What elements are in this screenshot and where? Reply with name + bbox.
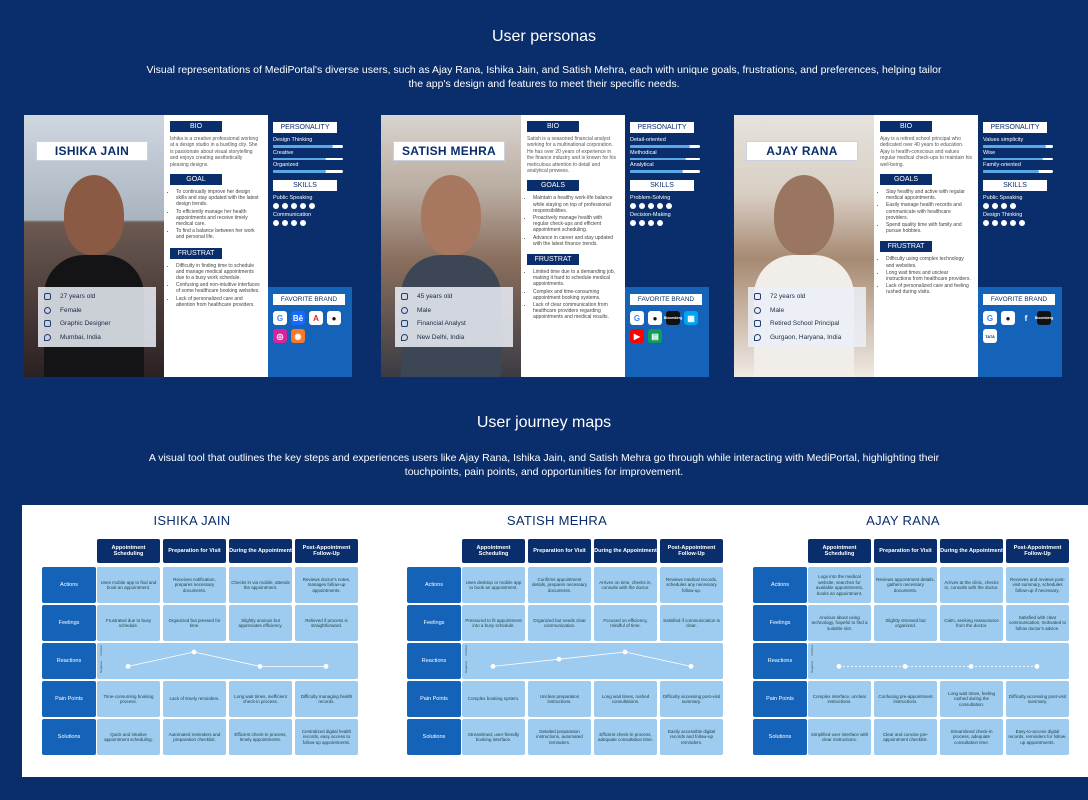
skills-label: SKILLS (630, 180, 694, 191)
favorite-brands (625, 287, 709, 377)
bio-label: BIO (527, 121, 579, 132)
journey-title: User journey maps (476, 414, 612, 431)
journey-stage: During the Appointment (229, 539, 292, 563)
personality-trait: Detail-oriented (630, 137, 666, 143)
frustrations-label: FRUSTRAT (880, 241, 932, 252)
skill-rating (273, 203, 347, 209)
skill-rating (273, 220, 347, 226)
journey-cell: Frustrated due to busy schedule. (97, 605, 160, 641)
bio-label: BIO (170, 121, 222, 132)
journey-cell: Long wait times, inefficient check-in process. (229, 681, 292, 717)
journey-row-label: Actions (407, 567, 461, 603)
reaction-axis-positive: Positive (810, 645, 814, 656)
journey-row-label: Feelings (407, 605, 461, 641)
frustration-item: • Long wait times and unclear instructions from healthcare providers. (886, 270, 972, 282)
reaction-line (808, 643, 1069, 679)
journey-cell: Reviews doctor's notes, manages follow-up appointments. (295, 567, 358, 603)
journey-cell: Detailed preparation instructions, automated reminders. (528, 719, 591, 755)
persona-age: 27 years old (60, 293, 96, 301)
journey-stage: Preparation for Visit (163, 539, 226, 563)
persona-gender: Female (60, 306, 82, 314)
frustration-item: • Confusing and non-intuitive interfaces of some healthcare booking websites. (176, 282, 262, 294)
journey-persona-name: SATISH MEHRA (506, 513, 608, 528)
location-icon (401, 334, 408, 341)
persona-bio: Ishika is a creative professional working at a design studio in a bustling city. She is passionate about visual storytelling and enjoys creating aesthetically pleasing designs. (170, 136, 259, 168)
skill-label: Design Thinking (983, 211, 1023, 218)
youtube-icon: ▶ (630, 329, 644, 343)
goal-item: • Proactively manage health with regular check-ups and efficient appointment scheduling. (533, 215, 619, 234)
journey-cell: Long wait times, feeling rushed during the consultation. (940, 681, 1003, 717)
location-icon (754, 334, 761, 341)
journey-cell: Checks in via mobile, attends the appointment. (229, 567, 292, 603)
goals-label: GOALS (527, 180, 579, 191)
goal-item: • To continually improve her design skills and stay updated with the latest design trends. (176, 189, 262, 208)
journey-cell: Organized but pressed for time. (163, 605, 226, 641)
favorite-brand-label: FAVORITE BRAND (630, 294, 702, 305)
journey-stage: Post-Appointment Follow-Up (1006, 539, 1069, 563)
goal-item: • Easily manage health records and communicate with healthcare providers. (886, 202, 972, 221)
bloomberg-icon: Bloomberg (1037, 311, 1051, 325)
journey-cell: Organized but needs clear communication. (528, 605, 591, 641)
skill-label: Problem-Solving (630, 194, 671, 201)
persona-info (38, 287, 156, 347)
persona-details (874, 115, 978, 377)
journey-stage: Preparation for Visit (528, 539, 591, 563)
persona-age: 72 years old (770, 293, 806, 301)
personality-label: PERSONALITY (273, 122, 337, 133)
journey-cell: Arrives at the clinic, checks in, consults with the doctor. (940, 567, 1003, 603)
apple-icon: ● (327, 311, 341, 325)
journey-cell: Efficient check-in process, adequate consultation time. (594, 719, 657, 755)
goal-item: • Maintain a healthy work-life balance while staying on top of professional responsibilities. (533, 195, 619, 214)
journey-cell: Arrives on time, checks in, consults with the doctor. (594, 567, 657, 603)
frustrations-list (880, 256, 972, 295)
journey-cell: Slightly stressed but organized. (874, 605, 937, 641)
age-icon (401, 293, 408, 300)
bloomberg-icon: Bloomberg (666, 311, 680, 325)
journey-row-label: Solutions (753, 719, 807, 755)
persona-gender: Male (417, 306, 432, 314)
journey-cell: Confusing pre-appointment instructions. (874, 681, 937, 717)
favorite-brands (978, 287, 1062, 377)
journey-cell: Receives notification, prepares necessary documents. (163, 567, 226, 603)
frustration-item: • Limited time due to a demanding job, making it hard to schedule medical appointments. (533, 269, 619, 288)
journey-row-label: Pain Points (407, 681, 461, 717)
journey-cell: Lack of timely reminders. (163, 681, 226, 717)
personality-bar (630, 145, 700, 148)
journey-stage: Appointment Scheduling (97, 539, 160, 563)
frustrations-list (170, 263, 262, 308)
skill-label: Public Speaking (983, 194, 1023, 201)
personality-label: PERSONALITY (630, 122, 694, 133)
journey-persona-name: ISHIKA JAIN (153, 513, 231, 528)
favorite-brand-label: FAVORITE BRAND (273, 294, 345, 305)
persona-job: Graphic Designer (60, 320, 111, 328)
reaction-axis-positive: Positive (99, 645, 103, 656)
adobe-icon: A (309, 311, 323, 325)
goals-list (170, 189, 262, 241)
persona-bio: Satish is a seasoned financial analyst working for a multinational corporation. He has over 20 years of experience in the finance industry and is known for his meticulous attention to detail and analytical prowess. (527, 136, 616, 175)
persona-card (24, 115, 352, 377)
reaction-point (324, 664, 329, 669)
goals-list (880, 189, 972, 234)
job-icon (401, 320, 408, 327)
journey-cell: Reviews appointment details, gathers necessary documents. (874, 567, 937, 603)
skill-label: Communication (273, 211, 312, 218)
skill-rating (630, 220, 704, 226)
gender-icon (754, 307, 761, 314)
journey-row-label: Solutions (407, 719, 461, 755)
journey-row-label: Actions (753, 567, 807, 603)
reaction-axis-positive: Positive (464, 645, 468, 656)
personality-label: PERSONALITY (983, 122, 1047, 133)
journey-cell: Simplified user interface with clear instructions. (808, 719, 871, 755)
frustration-item: • Complex and time-consuming appointment booking systems. (533, 289, 619, 301)
reaction-point (1035, 664, 1040, 669)
persona-gender: Male (770, 306, 785, 314)
skills-label: SKILLS (273, 180, 337, 191)
location-icon (44, 334, 51, 341)
journey-row-label: Pain Points (42, 681, 96, 717)
reaction-chart (808, 643, 1069, 679)
journey-stage: Appointment Scheduling (462, 539, 525, 563)
journey-persona-name: AJAY RANA (866, 513, 940, 528)
journey-row-label: Solutions (42, 719, 96, 755)
journey-row-label: Pain Points (753, 681, 807, 717)
journey-cell: Complex booking system. (462, 681, 525, 717)
reaction-axis-negative: Negative (464, 661, 468, 673)
journey-map (387, 505, 727, 777)
journey-cell: Long wait times, rushed consultations. (594, 681, 657, 717)
skill-label: Decision-Making (630, 211, 671, 218)
journey-maps-panel (22, 505, 1088, 777)
reaction-point (837, 664, 842, 669)
skill-rating (983, 220, 1057, 226)
persona-info (395, 287, 513, 347)
frustrations-label: FRUSTRAT (527, 254, 579, 265)
blender-icon: ◉ (291, 329, 305, 343)
reaction-point (903, 664, 908, 669)
persona-name: ISHIKA JAIN (36, 141, 148, 161)
personality-trait: Organized (273, 162, 299, 168)
personality-bar (273, 170, 343, 173)
google-icon: G (983, 311, 997, 325)
gender-icon (44, 307, 51, 314)
skill-label: Public Speaking (273, 194, 313, 201)
journey-cell: Reviews medical records, schedules any necessary follow-up. (660, 567, 723, 603)
age-icon (754, 293, 761, 300)
journey-cell: Slightly anxious but appreciates efficiency. (229, 605, 292, 641)
persona-details (164, 115, 268, 377)
goals-list (527, 195, 619, 247)
journey-row-label: Reactions (753, 643, 807, 679)
personality-bar (273, 158, 343, 161)
reaction-axis-negative: Negative (810, 661, 814, 673)
journey-cell: Difficulty managing health records. (295, 681, 358, 717)
reaction-point (623, 650, 628, 655)
persona-job: Financial Analyst (417, 320, 466, 328)
reaction-chart (97, 643, 358, 679)
goals-label: GOAL (170, 174, 222, 185)
goal-item: • To efficiently manage her health appointments and receive timely medical care. (176, 209, 262, 228)
personality-trait: Values simplicity (983, 137, 1024, 143)
journey-cell: Efficient check-in process, timely appointments. (229, 719, 292, 755)
reaction-point (126, 664, 131, 669)
journey-cell: Pressured to fit appointment into a busy schedule. (462, 605, 525, 641)
tata-icon: TATA (983, 329, 997, 343)
reaction-point (557, 657, 562, 662)
reaction-line (97, 643, 358, 679)
personality-trait: Family-oriented (983, 162, 1021, 168)
journey-stage: Preparation for Visit (874, 539, 937, 563)
goal-item: • Advance in career and stay updated with the latest finance trends. (533, 235, 619, 247)
personality-trait: Creative (273, 149, 294, 156)
journey-map (733, 505, 1073, 777)
journey-cell: Clear and concise pre-appointment checklist. (874, 719, 937, 755)
journey-cell: Time-consuming booking process. (97, 681, 160, 717)
instagram-icon: ◎ (273, 329, 287, 343)
journey-cell: Confirms appointment details, prepares necessary documents. (528, 567, 591, 603)
favorite-brand-label: FAVORITE BRAND (983, 294, 1055, 305)
journey-row-label: Actions (42, 567, 96, 603)
persona-location: Mumbai, India (60, 333, 101, 341)
frustrations-label: FRUSTRAT (170, 248, 222, 259)
journey-stage: Post-Appointment Follow-Up (660, 539, 723, 563)
journey-cell: Calm, seeking reassurance from the doctor. (940, 605, 1003, 641)
reaction-path (493, 652, 691, 666)
reaction-axis-negative: Negative (99, 661, 103, 673)
journey-row-label: Feelings (42, 605, 96, 641)
journey-cell: Centralized digital health records, easy access to follow-up appointments. (295, 719, 358, 755)
personality-bar (983, 170, 1053, 173)
journey-cell: Relieved if process is straightforward. (295, 605, 358, 641)
journey-cell: Quick and intuitive appointment scheduling. (97, 719, 160, 755)
persona-name: AJAY RANA (746, 141, 858, 161)
journey-cell: Logs into the medical website, searches for available appointments, books an appointment. (808, 567, 871, 603)
persona-job: Retired School Principal (770, 320, 840, 328)
personality-trait: Design Thinking (273, 137, 313, 143)
goal-item: • Spend quality time with family and pursue hobbies. (886, 222, 972, 234)
journey-cell: Satisfied if communication is clear. (660, 605, 723, 641)
journey-cell: Difficulty accessing post-visit summary. (1006, 681, 1069, 717)
frustration-item: • Lack of personalized care and feeling rushed during visits. (886, 283, 972, 295)
goals-label: GOALS (880, 174, 932, 185)
journey-stage: Post-Appointment Follow-Up (295, 539, 358, 563)
frustration-item: • Difficulty in finding time to schedule and manage medical appointments due to a busy work schedule. (176, 263, 262, 282)
skill-rating (630, 203, 704, 209)
skills-label: SKILLS (983, 180, 1047, 191)
personas-subtitle: Visual representations of MediPortal's diverse users, such as Ajay Rana, Ishika Jain, and Satish Mehra, each with unique goals, frustrations, and preferences, helping tailor the app's design and features to meet their specific needs. (146, 64, 942, 90)
persona-card (734, 115, 1062, 377)
journey-cell: Receives and reviews post-visit summary, schedules follow-up if necessary. (1006, 567, 1069, 603)
journey-cell: Complex interface, unclear instructions. (808, 681, 871, 717)
journey-stage: Appointment Scheduling (808, 539, 871, 563)
persona-name: SATISH MEHRA (393, 141, 505, 161)
journey-cell: Automated reminders and preparation checklist. (163, 719, 226, 755)
goal-item: • Stay healthy and active with regular medical appointments. (886, 189, 972, 201)
persona-card (381, 115, 709, 377)
frustration-item: • Lack of personalized care and attention from healthcare providers. (176, 296, 262, 308)
personas-title: User personas (491, 28, 597, 45)
job-icon (754, 320, 761, 327)
goal-item: • To find a balance between her work and personal life. (176, 228, 262, 240)
frustration-item: • Lack of clear communication from healthcare providers regarding appointments and medical results. (533, 302, 619, 321)
journey-cell: Anxious about using technology, hopeful to find a suitable slot. (808, 605, 871, 641)
reaction-line (462, 643, 723, 679)
personality-bar (630, 170, 700, 173)
reaction-chart (462, 643, 723, 679)
personality-trait: Wise (983, 149, 996, 156)
journey-cell: Streamlined check-in process, adequate consultation time. (940, 719, 1003, 755)
google-icon: G (630, 311, 644, 325)
journey-row-label: Feelings (753, 605, 807, 641)
personality-trait: Methodical (630, 149, 657, 156)
behance-icon: Bē (291, 311, 305, 325)
reaction-point (689, 664, 694, 669)
journey-cell: Difficulty accessing post-visit summary. (660, 681, 723, 717)
frustrations-list (527, 269, 619, 321)
bio-label: BIO (880, 121, 932, 132)
sheets-icon: ▤ (648, 329, 662, 343)
persona-location: New Delhi, India (417, 333, 465, 341)
facebook-icon: f (1019, 311, 1033, 325)
journey-cell: Satisfied with clear communication, motivated to follow doctor's advice. (1006, 605, 1069, 641)
journey-map (22, 505, 362, 777)
journey-cell: Uses desktop or mobile app to book an appointment. (462, 567, 525, 603)
reaction-point (491, 664, 496, 669)
reaction-point (258, 664, 263, 669)
personality-bar (983, 158, 1053, 161)
frustration-item: • Difficulty using complex technology and websites. (886, 256, 972, 268)
personality-bar (983, 145, 1053, 148)
journey-stage: During the Appointment (594, 539, 657, 563)
journey-cell: Uses mobile app to find and book an appointment. (97, 567, 160, 603)
journey-stage: During the Appointment (940, 539, 1003, 563)
persona-bio: Ajay is a retired school principal who dedicated over 40 years to education. Ajay is health-conscious and values regular medical check-ups to maintain his well-being. (880, 136, 972, 168)
persona-details (521, 115, 625, 377)
reaction-point (969, 664, 974, 669)
google-icon: G (273, 311, 287, 325)
persona-location: Gurgaon, Haryana, India (770, 333, 842, 341)
journey-subtitle: A visual tool that outlines the key steps and experiences users like Ajay Rana, Ishika Jain, and Satish Mehra go through while interacting with MediPortal, highlighting their touchpoints, pain points, and opportunities for improvement. (148, 452, 940, 478)
reaction-path (128, 652, 326, 666)
personality-bar (630, 158, 700, 161)
journey-cell: Focused on efficiency, mindful of time. (594, 605, 657, 641)
journey-cell: Easy-to-access digital records, reminders for follow-up appointments. (1006, 719, 1069, 755)
journey-cell: Unclear preparation instructions. (528, 681, 591, 717)
persona-info (748, 287, 866, 347)
apple-icon: ● (1001, 311, 1015, 325)
journey-row-label: Reactions (42, 643, 96, 679)
windows-icon: ▦ (684, 311, 698, 325)
apple-icon: ● (648, 311, 662, 325)
personality-bar (273, 145, 343, 148)
journey-row-label: Reactions (407, 643, 461, 679)
job-icon (44, 320, 51, 327)
reaction-point (192, 650, 197, 655)
persona-age: 45 years old (417, 293, 453, 301)
skill-rating (983, 203, 1057, 209)
favorite-brands (268, 287, 352, 377)
journey-cell: Easily accessible digital records and follow-up reminders. (660, 719, 723, 755)
gender-icon (401, 307, 408, 314)
journey-cell: Streamlined, user-friendly booking interface. (462, 719, 525, 755)
age-icon (44, 293, 51, 300)
personality-trait: Analytical (630, 162, 654, 168)
